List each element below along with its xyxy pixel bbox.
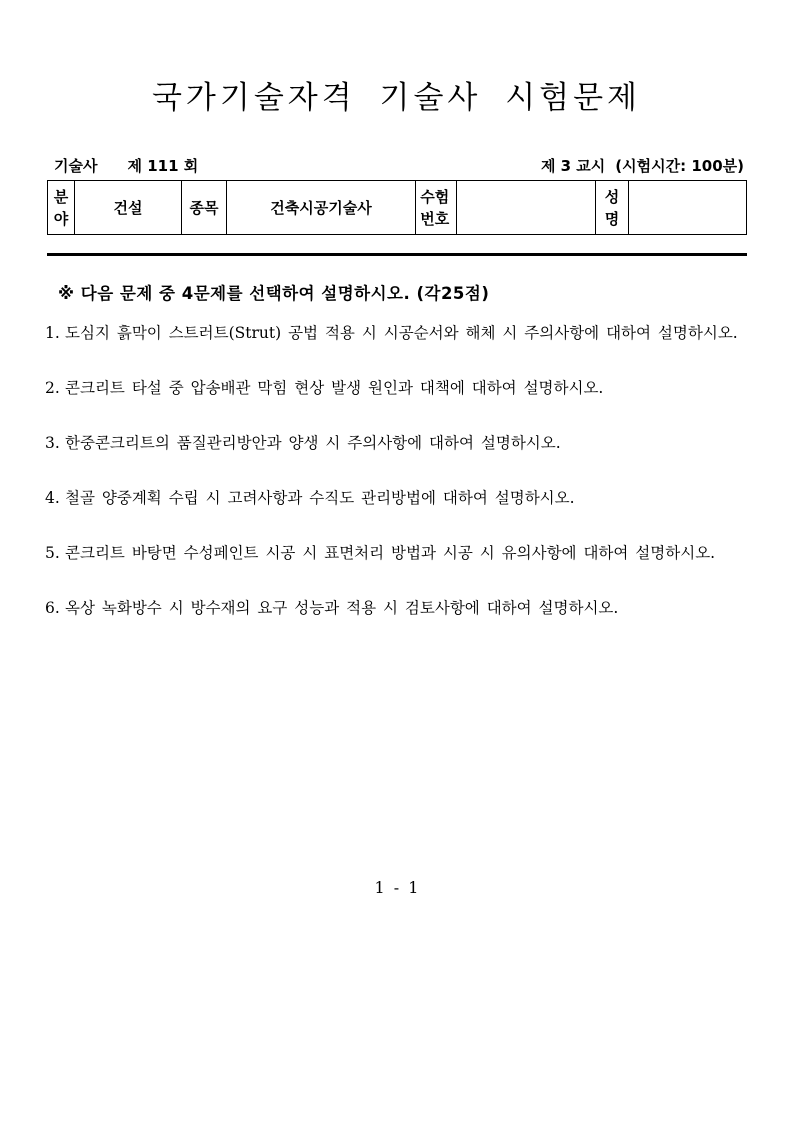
instruction-text: ※ 다음 문제 중 4문제를 선택하여 설명하시오. (각25점) bbox=[58, 284, 490, 303]
question-number: 3. bbox=[45, 434, 60, 452]
question-text: 도심지 흙막이 스트러트(Strut) 공법 적용 시 시공순서와 해체 시 주의사항에 대하여 설명하시오. bbox=[65, 324, 738, 342]
exam-category: 기술사 bbox=[54, 157, 98, 175]
question-item bbox=[45, 540, 748, 566]
field-value: 건설 bbox=[113, 198, 143, 217]
question-number: 1. bbox=[45, 324, 60, 342]
question-text: 철골 양중계획 수립 시 고려사항과 수직도 관리방법에 대하여 설명하시오. bbox=[65, 489, 575, 507]
exam-number-value-cell bbox=[457, 181, 596, 235]
question-list bbox=[45, 320, 748, 650]
name-label: 성명 bbox=[604, 187, 620, 228]
document-title: 국가기술자격 기술사 시험문제 bbox=[151, 80, 641, 116]
page-number: 1 - 1 bbox=[374, 878, 419, 897]
question-text: 콘크리트 바탕면 수성페인트 시공 시 표면처리 방법과 시공 시 유의사항에 대하여 설명하시오. bbox=[65, 544, 716, 562]
exam-period: 제 3 교시 bbox=[540, 157, 606, 175]
name-value-cell bbox=[629, 181, 747, 235]
header-table-row bbox=[48, 181, 747, 235]
type-value-cell bbox=[227, 181, 416, 235]
question-item bbox=[45, 595, 748, 621]
exam-duration: (시험시간: 100분) bbox=[615, 157, 744, 175]
question-number: 4. bbox=[45, 489, 60, 507]
exam-info-left bbox=[54, 155, 228, 176]
exam-header-table bbox=[47, 180, 747, 235]
type-label-cell bbox=[182, 181, 227, 235]
question-item bbox=[45, 320, 748, 346]
section-divider bbox=[47, 253, 747, 256]
field-label-cell bbox=[48, 181, 75, 235]
question-number: 6. bbox=[45, 599, 60, 617]
exam-info-right bbox=[531, 155, 744, 176]
exam-session: 제 111 회 bbox=[127, 157, 199, 175]
question-item bbox=[45, 375, 748, 401]
question-number: 5. bbox=[45, 544, 60, 562]
question-text: 한중콘크리트의 품질관리방안과 양생 시 주의사항에 대하여 설명하시오. bbox=[65, 434, 561, 452]
question-text: 콘크리트 타설 중 압송배관 막힘 현상 발생 원인과 대책에 대하여 설명하시오. bbox=[65, 379, 604, 397]
exam-info-line bbox=[52, 155, 744, 177]
question-text: 옥상 녹화방수 시 방수재의 요구 성능과 적용 시 검토사항에 대하여 설명하시오. bbox=[65, 599, 619, 617]
type-label: 종목 bbox=[189, 198, 219, 217]
question-item bbox=[45, 430, 748, 456]
field-label: 분야 bbox=[53, 187, 69, 228]
name-label-cell bbox=[596, 181, 629, 235]
field-value-cell bbox=[75, 181, 182, 235]
type-value: 건축시공기술사 bbox=[270, 198, 372, 217]
question-item bbox=[45, 485, 748, 511]
exam-number-label-cell bbox=[416, 181, 457, 235]
question-number: 2. bbox=[45, 379, 60, 397]
exam-number-label: 수험번호 bbox=[420, 187, 450, 228]
